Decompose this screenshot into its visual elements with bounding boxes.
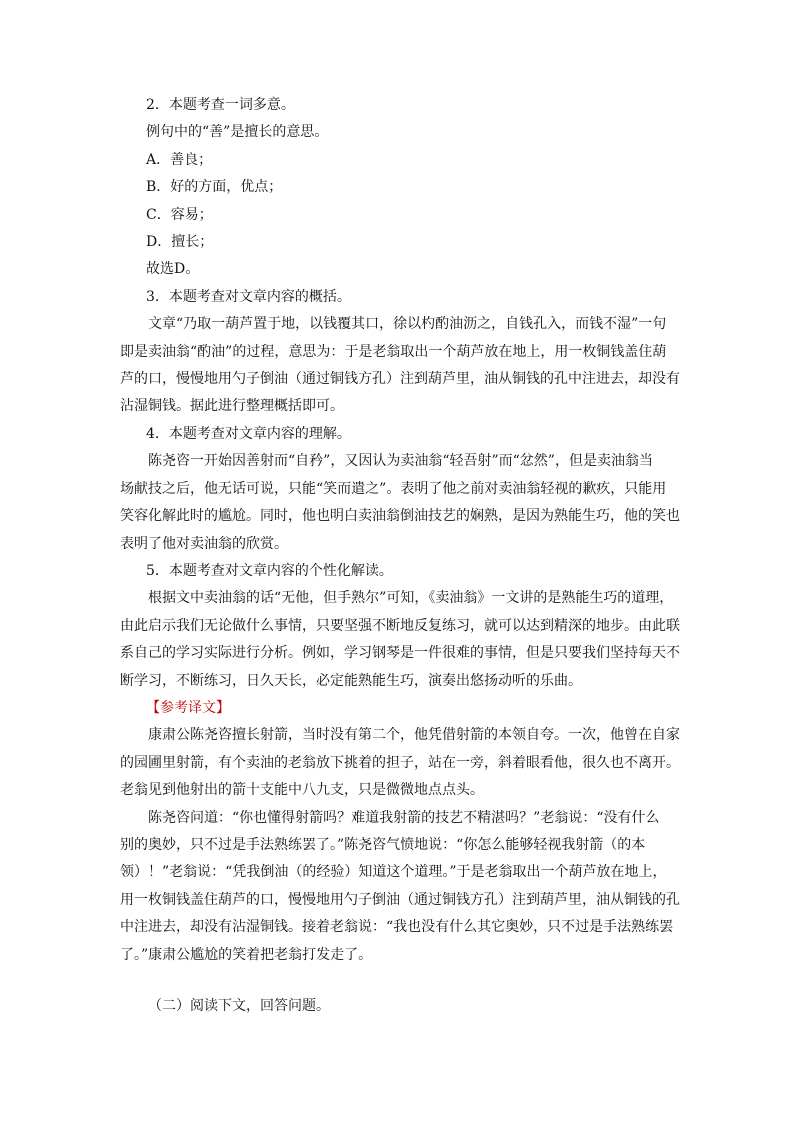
translation-line: 了。”康肃公尴尬的笑着把老翁打发走了。 [120, 946, 373, 963]
q4-line: 表明了他对卖油翁的欣赏。 [120, 535, 288, 552]
translation-line: 康肃公陈尧咨擅长射箭，当时没有第二个，他凭借射箭的本领自夸。一次，他曾在自家 [148, 727, 680, 744]
q2-intro: 例句中的“善”是擅长的意思。 [146, 124, 329, 141]
q4-line: 笑容化解此时的尴尬。同时，他也明白卖油翁倒油技艺的娴熟，是因为熟能生巧，他的笑也 [120, 508, 680, 525]
translation-line: 领）！”老翁说：“凭我倒油（的经验）知道这个道理。”于是老翁取出一个葫芦放在地上， [120, 864, 667, 881]
q3-line: 即是卖油翁“酌油”的过程，意思为：于是老翁取出一个葫芦放在地上，用一枚铜钱盖住葫 [120, 343, 667, 360]
q2-title: 2．本题考查一词多意。 [146, 97, 295, 113]
section-spacer [120, 969, 685, 993]
q2-option-c: C．容易； [146, 206, 213, 223]
translation-line: 老翁见到他射出的箭十支能中八九支，只是微微地点点头。 [120, 782, 484, 799]
q4-title: 4．本题考查对文章内容的理解。 [146, 425, 351, 442]
q3-line: 芦的口，慢慢地用勺子倒油（通过铜钱方孔）注到葫芦里，油从铜钱的孔中注进去，却没有 [120, 371, 680, 388]
q3-line: 文章“乃取一葫芦置于地，以钱覆其口，徐以杓酌油沥之，自钱孔入，而钱不湿”一句 [148, 316, 667, 333]
q5-line: 断学习，不断练习，日久天长，必定能熟能生巧，演奏出悠扬动听的乐曲。 [120, 672, 582, 689]
translation-line: 中注进去，却没有沾湿铜钱。接着老翁说：“我也没有什么其它奥妙，只不过是手法熟练罢 [120, 919, 674, 936]
q2-option-d: D．擅长； [146, 234, 214, 251]
translation-line: 陈尧咨问道：“你也懂得射箭吗？难道我射箭的技艺不精湛吗？”老翁说：“没有什么 [148, 809, 660, 826]
translation-line: 别的奥妙，只不过是手法熟练罢了。”陈尧咨气愤地说：“你怎么能够轻视我射箭（的本 [120, 836, 646, 853]
q5-line: 由此启示我们无论做什么事情，只要坚强不断地反复练习，就可以达到精深的地步。由此联 [120, 617, 680, 634]
translation-line: 的园圃里射箭，有个卖油的老翁放下挑着的担子，站在一旁，斜着眼看他，很久也不离开。 [120, 754, 680, 771]
translation-line: 用一枚铜钱盖住葫芦的口，慢慢地用勺子倒油（通过铜钱方孔）注到葫芦里，油从铜钱的孔 [120, 891, 680, 908]
q3-line: 沾湿铜钱。据此进行整理概括即可。 [120, 398, 344, 415]
q4-line: 陈尧咨一开始因善射而“自矜”，又因认为卖油翁“轻吾射”而“忿然”，但是卖油翁当 [148, 453, 653, 470]
q2-answer: 故选D。 [146, 261, 200, 278]
q5-line: 系自己的学习实际进行分析。例如，学习钢琴是一件很难的事情，但是只要我们坚持每天不 [120, 645, 680, 662]
translation-heading: 【参考译文】 [146, 699, 230, 716]
section2-title: （二）阅读下文，回答问题。 [148, 998, 330, 1014]
q3-title: 3．本题考查对文章内容的概括。 [146, 288, 351, 305]
q2-option-a: A．善良； [146, 151, 213, 168]
q5-line: 根据文中卖油翁的话“无他，但手熟尔”可知，《卖油翁》一文讲的是熟能生巧的道理， [148, 590, 674, 607]
q4-line: 场献技之后，他无话可说，只能“笑而遣之”。表明了他之前对卖油翁轻视的歉疚，只能用 [120, 480, 667, 497]
q2-option-b: B．好的方面，优点； [146, 179, 283, 196]
document-page [120, 92, 685, 1020]
q5-title: 5．本题考查对文章内容的个性化解读。 [146, 562, 393, 579]
